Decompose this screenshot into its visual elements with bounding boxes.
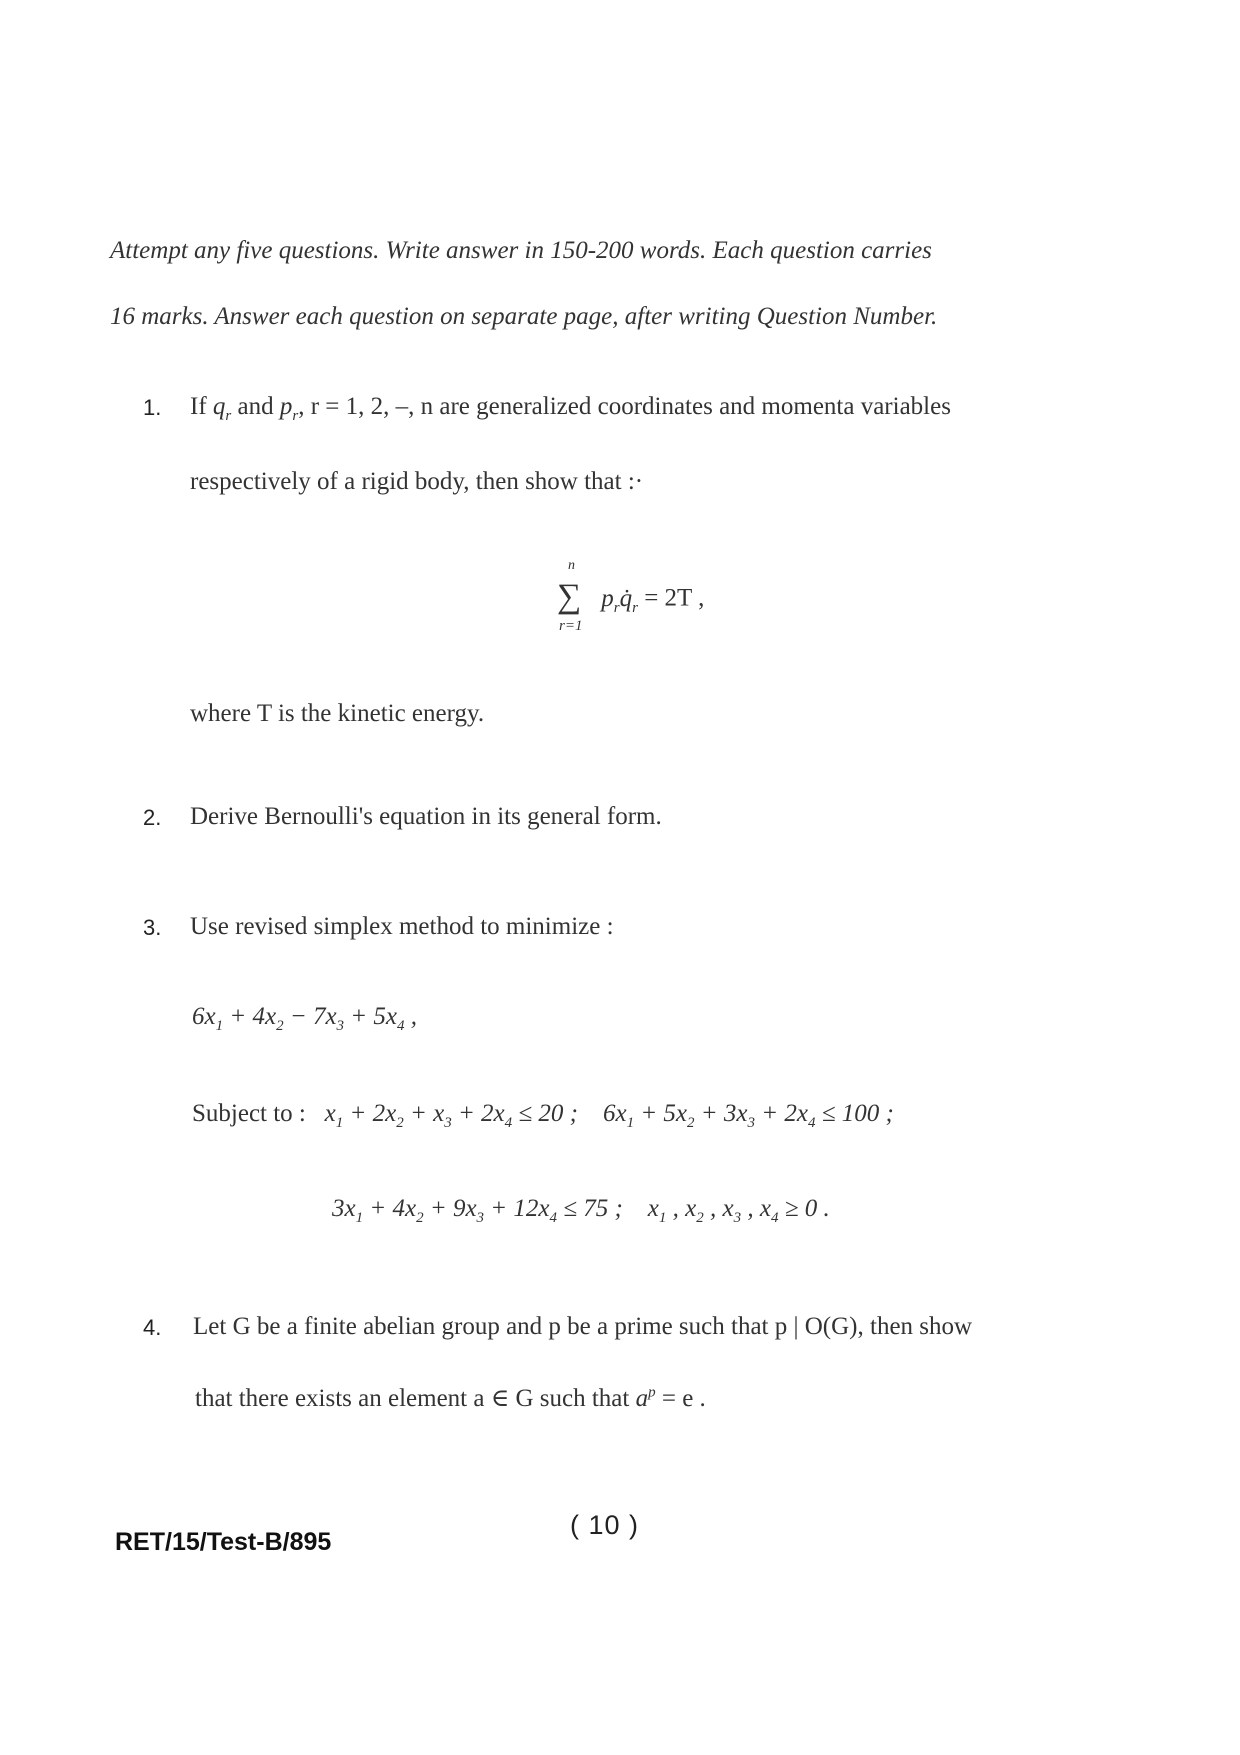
question-2-text: Derive Bernoulli's equation in its general form. [190,803,662,830]
constraints-line-2: $3x_1 + 4x_2 + 9x_3 + 12x_4 \le 75$ ; $x_1$ , $x_2$ , $x_3$ , $x_4 \ge 0$ . [332,1195,830,1226]
question-3-number: 3. [143,915,162,940]
question-4-number: 4. [143,1315,162,1340]
question-4-line-1: Let G be a finite abelian group and p be a prime such that p | O(G), then show [193,1313,973,1340]
constraints-line-1: Subject to : $x_1 + 2x_2 + x_3 + 2x_4 \le 20$ ; $6x_1 + 5x_2 + 3x_3 + 2x_4 \le 100$ ; [192,1100,894,1131]
p-r-var: $p_r$ [279,393,299,424]
instructions-line-2: 16 marks. Answer each question on separate page, after writing Question Number. [110,303,938,330]
question-4-line-2: that there exists an element a ∈ G such that $a^p = e$ . [195,1384,706,1412]
objective-function: $6x_1 + 4x_2 - 7x_3 + 5x_4$ , [192,1003,418,1034]
page-number: ( 10 ) [570,1510,640,1540]
q-r-var: $q_r$ [212,393,232,424]
instructions-line-1: Attempt any five questions. Write answer in 150-200 words. Each question carries [110,237,932,264]
paper-code: RET/15/Test-B/895 [115,1528,332,1556]
instructions [110,218,937,350]
question-1-line-2: respectively of a rigid body, then show that :· [190,468,644,495]
question-1-equation: n ∑ r=1 $p_rq̇_r = 2T$ , [557,558,705,634]
question-1-line-1: If $q_r$ and $p_r$, r = 1, 2, –, n are generalized coordinates and momenta variables [190,393,951,424]
question-2-number: 2. [143,805,162,830]
question-1-line-3: where T is the kinetic energy. [190,700,485,727]
question-3-text: Use revised simplex method to minimize : [190,913,614,940]
summation: n ∑ r=1 [557,558,583,634]
question-1-number: 1. [143,395,162,420]
